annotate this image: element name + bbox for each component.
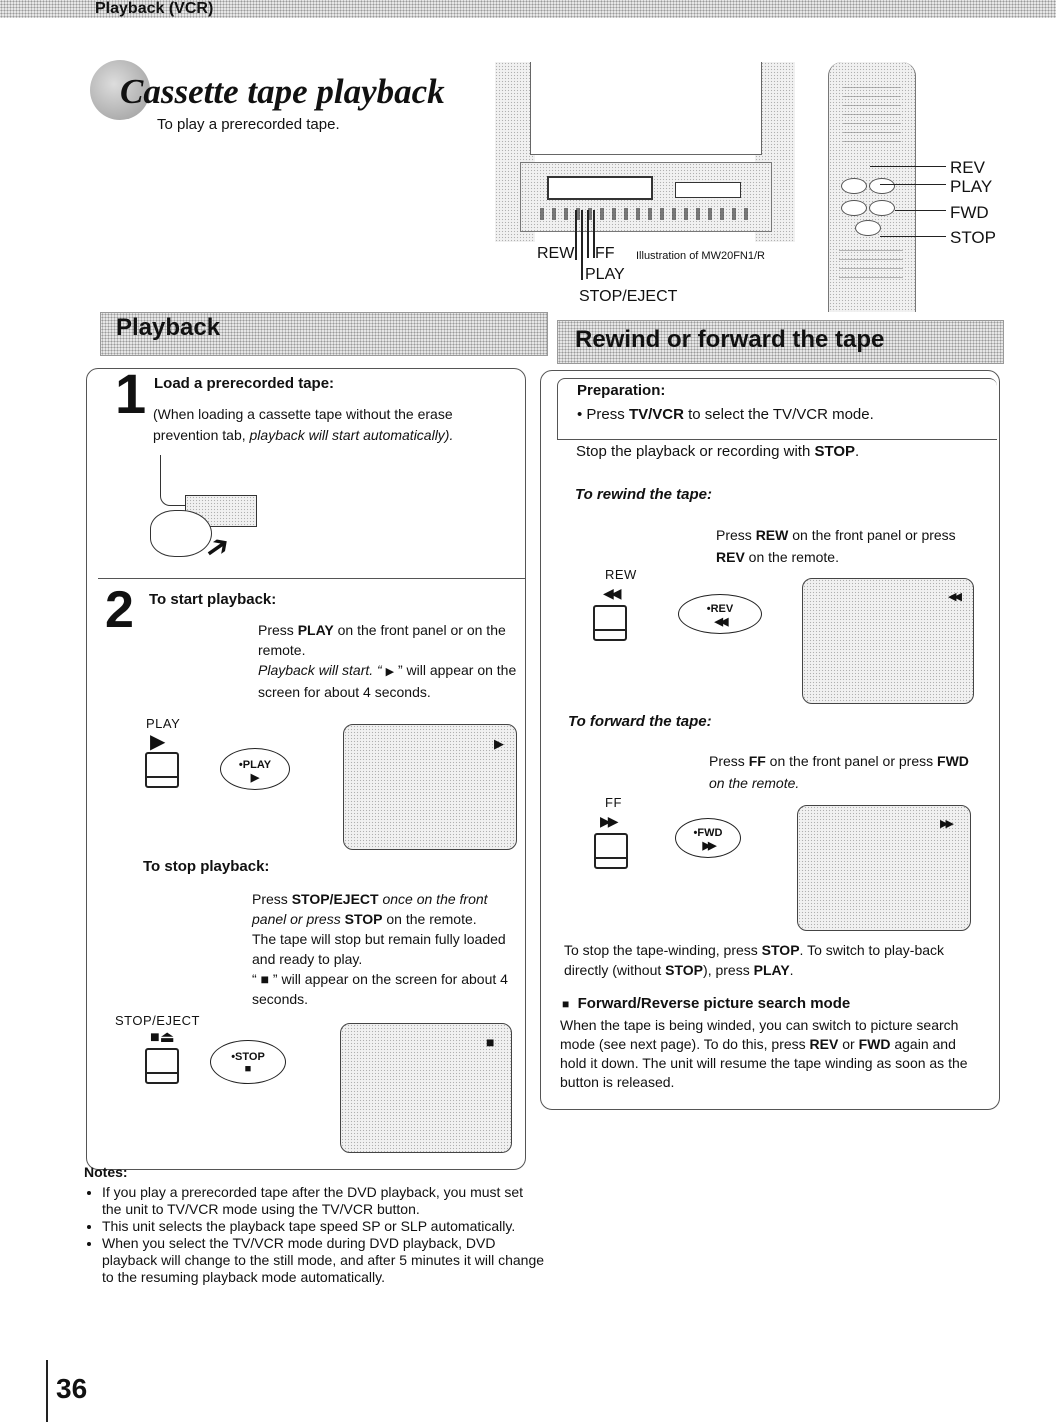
stop-line3-a: “	[252, 971, 261, 987]
front-label-rew: REW	[537, 245, 575, 262]
remote-fwd-symbol-icon: ▶▶	[702, 840, 714, 852]
search-key1: REV	[809, 1036, 839, 1052]
header-label: Playback (VCR)	[95, 0, 214, 17]
remote-play-button	[220, 748, 290, 790]
front-rew-button	[593, 605, 627, 641]
remote-rev-label: •REV	[706, 603, 734, 615]
remote-leader-rev	[870, 166, 946, 167]
wind-key3: PLAY	[753, 962, 790, 978]
stop-key-stop-eject: STOP/EJECT	[291, 891, 379, 907]
prep-title: Preparation:	[577, 382, 666, 399]
rew-key2: REV	[716, 549, 745, 565]
remote-play-symbol-icon: ▶	[250, 772, 260, 784]
stop-body	[252, 889, 514, 1009]
remote-leader-fwd	[895, 210, 946, 211]
step1-title: Load a prerecorded tape:	[154, 375, 335, 392]
search-title	[562, 995, 850, 1012]
stop-line-key: STOP	[814, 443, 856, 460]
rewind-heading: Rewind or forward the tape	[575, 326, 885, 353]
step2-number: 2	[105, 581, 134, 639]
stop-eject-icon: ■⏏	[150, 1029, 175, 1046]
rew-screen-icon: ◀◀	[948, 591, 959, 603]
rew-icon: ◀◀	[603, 585, 619, 601]
stop-symbol-icon: ■	[260, 971, 270, 987]
remote-stop-label: •STOP	[231, 1051, 265, 1063]
front-play-button	[145, 752, 179, 788]
fwd-key1: FF	[748, 753, 766, 769]
step1-number: 1	[115, 362, 147, 425]
search-text	[560, 1016, 974, 1092]
remote-leader-play	[880, 184, 946, 185]
remote-stop-button	[210, 1040, 286, 1084]
search-b: or	[838, 1036, 859, 1052]
prep-line	[577, 406, 874, 423]
play-icon: ▶	[150, 731, 166, 753]
remote-rev-symbol-icon: ◀◀	[714, 616, 726, 628]
page-number: 36	[56, 1373, 88, 1404]
step2-key-play: PLAY	[297, 622, 334, 638]
play-screen	[343, 724, 517, 850]
fwd-screen-icon: ▶▶	[940, 818, 951, 830]
step1-body-b: playback will start automatically).	[249, 427, 454, 443]
remote-fwd-label: •FWD	[693, 827, 723, 839]
remote-label-rev: REV	[950, 158, 985, 177]
step-divider	[98, 578, 526, 579]
wind-key1: STOP	[761, 942, 800, 958]
stop-line-b: .	[855, 443, 860, 460]
winding-text	[564, 940, 978, 980]
stop-once: once on the front panel or press	[252, 891, 488, 927]
page-number-rule	[46, 1360, 48, 1422]
prep-a: • Press	[577, 406, 629, 423]
insert-arrow-icon: ➔	[197, 526, 238, 569]
front-label-stop-eject: STOP/EJECT	[579, 288, 678, 305]
wind-d: .	[789, 962, 794, 978]
fwd-key2: FWD	[937, 753, 969, 769]
stop-press: Press	[252, 891, 292, 907]
remote-label-fwd: FWD	[950, 203, 989, 222]
front-label-play: PLAY	[585, 266, 625, 283]
play-symbol-icon: ▶	[385, 666, 395, 678]
square-bullet-icon: ■	[562, 997, 570, 1011]
wind-c: ), press	[703, 962, 754, 978]
rew-a: Press	[716, 527, 756, 543]
remote-fwd-button	[675, 818, 741, 858]
stop-line-a: Stop the playback or recording with	[576, 443, 815, 460]
remote-rev-button	[678, 594, 762, 634]
playback-heading: Playback	[116, 314, 221, 341]
front-stop-eject-button	[145, 1048, 179, 1084]
play-button-label: PLAY	[146, 716, 181, 731]
stop-on-remote: on the remote.	[382, 911, 477, 927]
step2-press: Press	[258, 622, 298, 638]
page-title: Cassette tape playback	[120, 72, 445, 111]
prep-b: to select the TV/VCR mode.	[683, 406, 874, 423]
step2-line2-b: ” will appear on the screen for about 4 seconds.	[258, 662, 517, 700]
notes-title: Notes:	[84, 1164, 128, 1180]
illustration-caption: Illustration of MW20FN1/R	[636, 250, 765, 262]
stop-line2: The tape will stop but remain fully loaded and ready to play.	[252, 931, 506, 967]
tv-vcr-illustration	[495, 62, 795, 242]
note-item: • If you play a prerecorded tape after the DVD playback, you must set the unit to TV/VCR mode using the TV/VCR button.	[102, 1184, 546, 1218]
remote-label-stop: STOP	[950, 228, 996, 247]
remote-leader-stop	[880, 236, 946, 237]
search-title-text: Forward/Reverse picture search mode	[577, 995, 851, 1012]
prep-key: TV/VCR	[628, 406, 684, 423]
remote-illustration	[828, 62, 916, 312]
note-item: • This unit selects the playback tape speed SP or SLP automatically.	[102, 1218, 546, 1235]
remote-stop-symbol-icon: ■	[244, 1063, 252, 1075]
step1-body	[153, 404, 513, 446]
rewind-title: To rewind the tape:	[575, 486, 712, 503]
wind-a: To stop the tape-winding, press	[564, 942, 762, 958]
rewind-body	[716, 524, 982, 568]
forward-title: To forward the tape:	[568, 713, 712, 730]
search-a: When the tape is being winded, you can switch to picture search mode (see next page). To do this, press	[560, 1017, 959, 1052]
step2-title: To start playback:	[149, 591, 277, 608]
front-label-ff: FF	[595, 245, 615, 262]
rew-b: on the front panel or press	[788, 527, 956, 543]
step2-line2-a: Playback will start. “	[258, 662, 386, 678]
stop-screen-icon: ■	[486, 1034, 495, 1050]
rew-key1: REW	[755, 527, 789, 543]
search-key2: FWD	[858, 1036, 891, 1052]
play-screen-icon: ▶	[494, 736, 504, 751]
notes-list	[80, 1184, 546, 1286]
wind-key2: STOP	[665, 962, 704, 978]
remote-label-play: PLAY	[950, 177, 993, 196]
stop-title: To stop playback:	[143, 858, 270, 875]
ff-icon: ▶▶	[600, 813, 616, 829]
page-subtitle: To play a prerecorded tape.	[157, 116, 340, 133]
step2-rest: on the front panel or on the remote.	[258, 622, 506, 658]
forward-body	[709, 750, 979, 794]
fwd-b: on the front panel or press	[765, 753, 938, 769]
ff-button-label: FF	[605, 795, 622, 810]
rew-button-label: REW	[605, 567, 637, 582]
fwd-c: on the remote.	[709, 775, 800, 791]
remote-play-label: •PLAY	[238, 759, 272, 771]
stop-key-stop: STOP	[344, 911, 383, 927]
fwd-a: Press	[709, 753, 749, 769]
search-c: again and hold it down. The unit will resume the tape winding as soon as the button is released.	[560, 1036, 968, 1090]
stop-eject-button-label: STOP/EJECT	[115, 1013, 200, 1028]
step1-body-a: (When loading a cassette tape without the erase prevention tab,	[153, 406, 453, 443]
rew-c: on the remote.	[744, 549, 839, 565]
step1-illustration	[145, 455, 265, 569]
wind-b: . To switch to play-back directly (without	[564, 942, 945, 978]
front-ff-button	[594, 833, 628, 869]
stop-line	[576, 443, 859, 460]
stop-line3-b: ” will appear on the screen for about 4 seconds.	[252, 971, 508, 1007]
note-item: • When you select the TV/VCR mode during DVD playback, DVD playback will change to the still mode, and after 5 minutes it will change to the resuming playback mode automatically.	[102, 1235, 546, 1286]
step2-body	[258, 620, 524, 702]
